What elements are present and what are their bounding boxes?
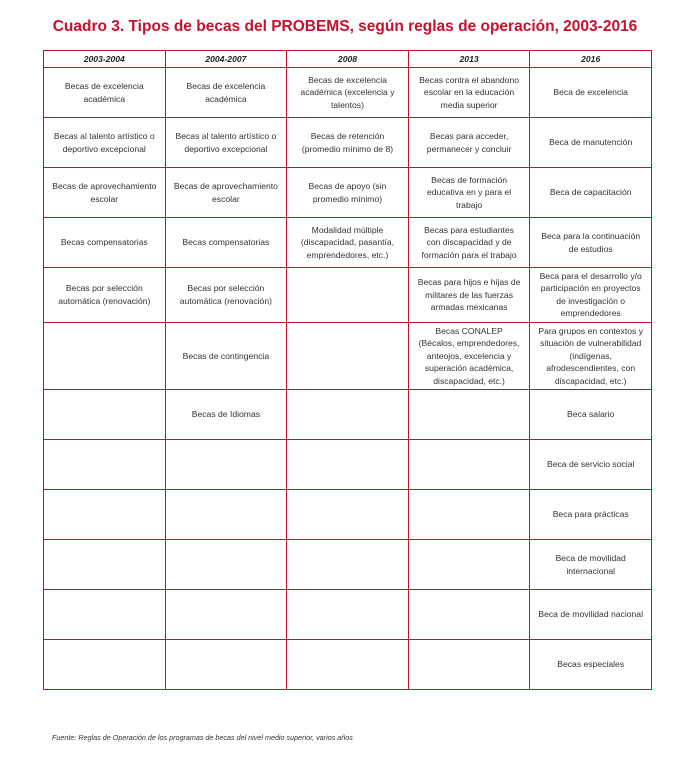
table-cell: Beca salario <box>530 390 652 440</box>
table-row <box>44 590 652 640</box>
table-cell: Beca de movilidad nacional <box>530 590 652 640</box>
table-row <box>44 268 652 323</box>
table-cell <box>44 540 166 590</box>
table-cell: Beca para prácticas <box>530 490 652 540</box>
table-cell <box>165 440 287 490</box>
table-row <box>44 168 652 218</box>
header-2016: 2016 <box>530 51 652 68</box>
table-cell <box>44 390 166 440</box>
table-cell: Beca de excelencia <box>530 68 652 118</box>
table-row <box>44 640 652 690</box>
header-row <box>44 51 652 68</box>
table-row <box>44 68 652 118</box>
table-cell: Becas de retención (promedio mínimo de 8) <box>287 118 409 168</box>
table-cell <box>287 440 409 490</box>
table-cell: Becas para hijos e hijas de militares de las fuerzas armadas mexicanas <box>408 268 530 323</box>
table-cell <box>408 390 530 440</box>
table-cell: Becas de apoyo (sin promedio mínimo) <box>287 168 409 218</box>
table-cell <box>408 640 530 690</box>
table-cell: Beca de servicio social <box>530 440 652 490</box>
table-cell <box>287 322 409 389</box>
table-cell <box>44 490 166 540</box>
table-cell <box>408 590 530 640</box>
table-cell: Becas de aprovechamiento escolar <box>44 168 166 218</box>
title-acronym: PROBEMS <box>271 18 350 35</box>
source-note: Fuente: Reglas de Operación de los programas de becas del nivel medio superior, varios años <box>52 733 353 742</box>
table-cell <box>287 590 409 640</box>
table-cell: Becas de formación educativa en y para el trabajo <box>408 168 530 218</box>
table-body <box>44 68 652 690</box>
table-cell: Becas contra el abandono escolar en la educación media superior <box>408 68 530 118</box>
table-cell: Becas para estudiantes con discapacidad y de formación para el trabajo <box>408 218 530 268</box>
table-cell: Beca de capacitación <box>530 168 652 218</box>
table-row <box>44 390 652 440</box>
table-cell: Becas CONALEP (Bécalos, emprendedores, anteojos, excelencia y superación académica, discapacidad, etc.) <box>408 322 530 389</box>
table-cell: Becas por selección automática (renovación) <box>165 268 287 323</box>
table-cell <box>165 490 287 540</box>
table-cell: Beca de movilidad internacional <box>530 540 652 590</box>
table-cell: Becas de Idiomas <box>165 390 287 440</box>
table-cell <box>165 640 287 690</box>
table-cell <box>165 590 287 640</box>
table-cell: Beca para la continuación de estudios <box>530 218 652 268</box>
table-cell: Para grupos en contextos y situación de vulnerabilidad (indígenas, afrodescendientes, con discapacidad, etc.) <box>530 322 652 389</box>
table-cell <box>44 322 166 389</box>
table-cell <box>44 440 166 490</box>
header-2013: 2013 <box>408 51 530 68</box>
table-cell: Becas para acceder, permanecer y concluir <box>408 118 530 168</box>
table-cell <box>287 268 409 323</box>
title-prefix: Cuadro 3. Tipos de becas del <box>52 18 272 35</box>
table-cell: Becas de excelencia académica <box>44 68 166 118</box>
table-row <box>44 440 652 490</box>
table-row <box>44 540 652 590</box>
table-cell <box>287 390 409 440</box>
table-cell <box>44 590 166 640</box>
table-cell <box>287 540 409 590</box>
table-cell: Becas por selección automática (renovación) <box>44 268 166 323</box>
table-cell: Becas compensatorias <box>165 218 287 268</box>
title-suffix: , según reglas de operación, 2003-2016 <box>349 18 638 35</box>
table-cell: Becas de excelencia académica (excelencia y talentos) <box>287 68 409 118</box>
table-row <box>44 322 652 389</box>
header-2004-2007: 2004-2007 <box>165 51 287 68</box>
table-cell: Beca de manutención <box>530 118 652 168</box>
table-cell <box>408 540 530 590</box>
table-cell: Becas especiales <box>530 640 652 690</box>
table-cell: Modalidad múltiple (discapacidad, pasantía, emprendedores, etc.) <box>287 218 409 268</box>
table-cell <box>44 640 166 690</box>
table-cell: Beca para el desarrollo y/o participación en proyectos de investigación o emprendedores <box>530 268 652 323</box>
table-row <box>44 490 652 540</box>
header-2003-2004: 2003-2004 <box>44 51 166 68</box>
table-cell: Becas al talento artístico o deportivo excepcional <box>44 118 166 168</box>
conalep-acronym: CONALEP <box>461 325 503 336</box>
table-cell <box>165 540 287 590</box>
table-cell: Becas de aprovechamiento escolar <box>165 168 287 218</box>
table-cell <box>408 440 530 490</box>
table-cell: Becas de contingencia <box>165 322 287 389</box>
table-cell <box>287 490 409 540</box>
table-cell: Becas compensatorias <box>44 218 166 268</box>
scholarship-table <box>43 50 652 690</box>
table-cell: Becas al talento artístico o deportivo excepcional <box>165 118 287 168</box>
table-cell <box>408 490 530 540</box>
table-title <box>0 18 690 36</box>
table-row <box>44 218 652 268</box>
table-cell <box>287 640 409 690</box>
header-2008: 2008 <box>287 51 409 68</box>
table-row <box>44 118 652 168</box>
table-cell: Becas de excelencia académica <box>165 68 287 118</box>
